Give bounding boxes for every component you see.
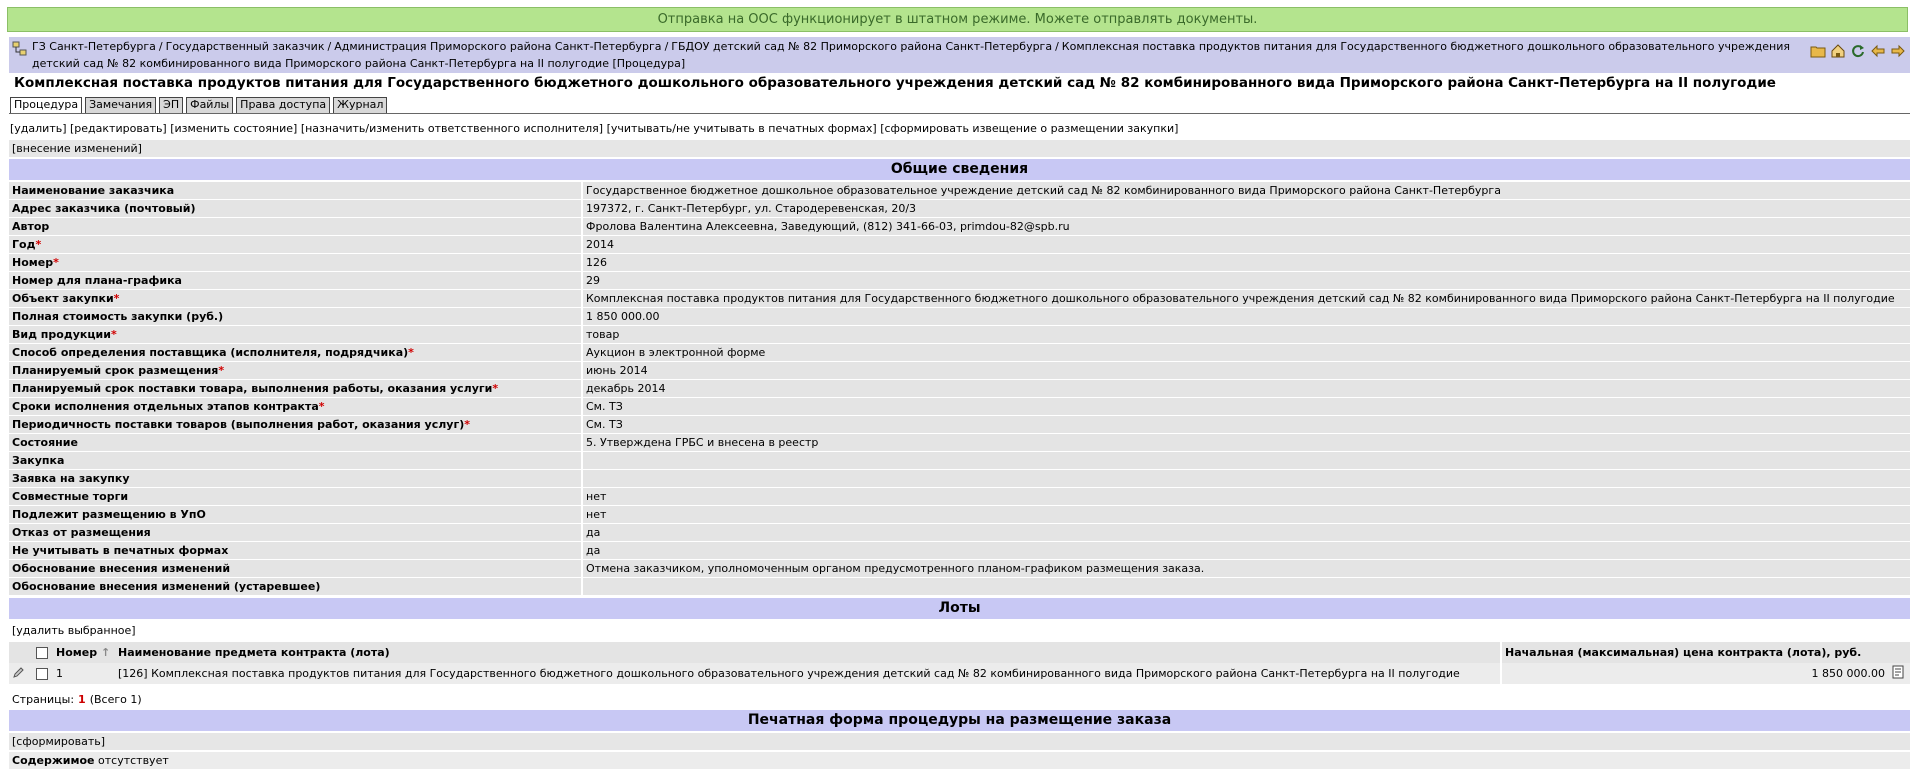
pencil-icon[interactable]: [12, 669, 26, 682]
field-value: См. ТЗ: [582, 416, 1910, 434]
arrow-left-icon[interactable]: [1870, 43, 1886, 59]
field-label-text: Заявка на закупку: [12, 472, 130, 485]
field-label-text: Автор: [12, 220, 50, 233]
lots-table: [9, 642, 1910, 684]
field-label-text: Не учитывать в печатных формах: [12, 544, 229, 557]
tab-remarks[interactable]: Замечания: [85, 97, 156, 114]
required-marker: *: [464, 418, 471, 431]
breadcrumb-item[interactable]: Государственный заказчик: [165, 40, 325, 53]
generate-form-link[interactable]: [сформировать]: [12, 735, 106, 748]
required-marker: *: [318, 400, 325, 413]
field-value: [582, 470, 1910, 488]
row-checkbox[interactable]: [36, 668, 48, 680]
lot-name[interactable]: [126] Комплексная поставка продуктов питания для Государственного бюджетного дошкольного образовательного учреждения детский сад № 82 комбинированного вида Приморского района Санкт-Петербурга на II полугодие: [115, 663, 1501, 684]
field-label-text: Способ определения поставщика (исполнителя, подрядчика): [12, 346, 409, 359]
field-value: да: [582, 542, 1910, 560]
field-value: 197372, г. Санкт-Петербург, ул. Стародеревенская, 20/3: [582, 200, 1910, 218]
field-label: [9, 578, 582, 596]
field-label: [9, 236, 582, 254]
field-label-text: Номер для плана-графика: [12, 274, 182, 287]
field-label: [9, 398, 582, 416]
field-label-text: Номер: [12, 256, 54, 269]
arrow-right-icon[interactable]: [1890, 43, 1906, 59]
info-row: [9, 398, 1910, 416]
field-label-text: Отказ от размещения: [12, 526, 151, 539]
breadcrumb-separator: /: [664, 40, 669, 53]
info-row: [9, 524, 1910, 542]
sort-arrow-icon[interactable]: ↑: [100, 646, 111, 659]
field-label: [9, 182, 582, 200]
section-lots-header: Лоты: [9, 598, 1910, 619]
row-action-cell: [9, 663, 33, 684]
folder-icon[interactable]: [1810, 43, 1826, 59]
info-row: [9, 326, 1910, 344]
info-row: [9, 182, 1910, 200]
field-value: нет: [582, 506, 1910, 524]
field-value: См. ТЗ: [582, 398, 1910, 416]
col-price[interactable]: Начальная (максимальная) цена контракта (лота), руб.: [1501, 642, 1888, 663]
info-row: [9, 254, 1910, 272]
select-all-cell: [33, 642, 53, 663]
field-label-text: Сроки исполнения отдельных этапов контракта: [12, 400, 319, 413]
info-row: [9, 452, 1910, 470]
field-value: Государственное бюджетное дошкольное образовательное учреждение детский сад № 82 комбинированного вида Приморского района Санкт-Петербурга: [582, 182, 1910, 200]
field-value: да: [582, 524, 1910, 542]
info-row: [9, 218, 1910, 236]
select-all-checkbox[interactable]: [36, 647, 48, 659]
table-row: [9, 663, 1910, 684]
tab-bar: [10, 97, 387, 114]
change-state-link[interactable]: [изменить состояние]: [170, 122, 298, 135]
lot-number: 1: [53, 663, 115, 684]
field-value: нет: [582, 488, 1910, 506]
field-value: Отмена заказчиком, уполномоченным органом предусмотренного планом-графиком размещения заказа.: [582, 560, 1910, 578]
field-value: Фролова Валентина Алексеевна, Заведующий, (812) 341-66-03, primdou-82@spb.ru: [582, 218, 1910, 236]
info-row: [9, 560, 1910, 578]
changes-link[interactable]: [внесение изменений]: [12, 142, 142, 155]
field-label-text: Обоснование внесения изменений: [12, 562, 231, 575]
content-label: Содержимое: [12, 754, 95, 767]
delete-selected-link[interactable]: [удалить выбранное]: [12, 624, 136, 637]
required-marker: *: [218, 364, 225, 377]
info-row: [9, 272, 1910, 290]
breadcrumb-item-current: Комплексная поставка продуктов питания для Государственного бюджетного дошкольного образовательного учреждения детский сад № 82 комбинированного вида Приморского района Санкт-Петербурга на II полугодие [Процедура]: [32, 40, 1791, 70]
required-marker: *: [35, 238, 42, 251]
field-label-text: Совместные торги: [12, 490, 129, 503]
col-number[interactable]: [53, 642, 115, 663]
field-label: [9, 254, 582, 272]
refresh-icon[interactable]: [1850, 43, 1866, 59]
info-row: [9, 434, 1910, 452]
info-row: [9, 362, 1910, 380]
document-icon[interactable]: [1891, 665, 1905, 679]
tab-signature[interactable]: ЭП: [159, 97, 183, 114]
field-value: [582, 452, 1910, 470]
field-value: 5. Утверждена ГРБС и внесена в реестр: [582, 434, 1910, 452]
content-value: отсутствует: [98, 754, 169, 767]
edit-link[interactable]: [редактировать]: [70, 122, 167, 135]
generate-notice-link[interactable]: [сформировать извещение о размещении закупки]: [880, 122, 1179, 135]
form-row: [9, 733, 1910, 750]
action-links: [10, 122, 1178, 135]
field-label: [9, 452, 582, 470]
field-label-text: Закупка: [12, 454, 65, 467]
current-page[interactable]: 1: [78, 693, 86, 706]
breadcrumb-separator: /: [327, 40, 332, 53]
info-row: [9, 416, 1910, 434]
pages-total: (Всего 1): [89, 693, 142, 706]
info-row: [9, 344, 1910, 362]
lots-header-end: [1888, 642, 1910, 663]
field-label: [9, 380, 582, 398]
field-label-text: Наименование заказчика: [12, 184, 175, 197]
assign-executor-link[interactable]: [назначить/изменить ответственного исполнителя]: [300, 122, 604, 135]
breadcrumb-item[interactable]: ГБДОУ детский сад № 82 Приморского района Санкт-Петербурга: [671, 40, 1053, 53]
required-marker: *: [408, 346, 414, 359]
lots-header-spacer: [9, 642, 33, 663]
field-label-text: Периодичность поставки товаров (выполнения работ, оказания услуг): [12, 418, 465, 431]
content-row: [9, 752, 1910, 769]
required-marker: *: [492, 382, 499, 395]
pagination: [12, 693, 142, 706]
info-row: [9, 290, 1910, 308]
field-value: 2014: [582, 236, 1910, 254]
breadcrumb-item[interactable]: Администрация Приморского района Санкт-Петербурга: [334, 40, 662, 53]
field-label-text: Планируемый срок размещения: [12, 364, 219, 377]
info-row: [9, 470, 1910, 488]
field-label: [9, 290, 582, 308]
info-row: [9, 380, 1910, 398]
field-label: [9, 416, 582, 434]
delete-link[interactable]: [удалить]: [10, 122, 67, 135]
field-label-text: Состояние: [12, 436, 78, 449]
field-value: декабрь 2014: [582, 380, 1910, 398]
field-value: Комплексная поставка продуктов питания для Государственного бюджетного дошкольного образовательного учреждения детский сад № 82 комбинированного вида Приморского района Санкт-Петербурга на II полугодие: [582, 290, 1910, 308]
field-value: 29: [582, 272, 1910, 290]
row-select-cell: [33, 663, 53, 684]
tab-procedure[interactable]: Процедура: [10, 97, 82, 114]
page-title: Комплексная поставка продуктов питания для Государственного бюджетного дошкольного образовательного учреждения детский сад № 82 комбинированного вида Приморского района Санкт-Петербурга на II полугодие: [14, 75, 1776, 91]
tab-divider: [9, 113, 1910, 114]
info-row: [9, 200, 1910, 218]
col-number-label: Номер: [56, 646, 98, 659]
field-label: [9, 524, 582, 542]
field-label: [9, 362, 582, 380]
field-value: Аукцион в электронной форме: [582, 344, 1910, 362]
section-print-header: Печатная форма процедуры на размещение заказа: [9, 710, 1910, 731]
field-label-text: Полная стоимость закупки (руб.): [12, 310, 224, 323]
field-label: [9, 488, 582, 506]
changes-row: [9, 140, 1910, 157]
field-label: [9, 218, 582, 236]
breadcrumb: [32, 38, 1802, 72]
pages-label: Страницы:: [12, 693, 75, 706]
field-label-text: Год: [12, 238, 36, 251]
tab-journal[interactable]: Журнал: [333, 97, 387, 114]
tab-files[interactable]: Файлы: [186, 97, 233, 114]
field-label: [9, 344, 582, 362]
required-marker: *: [53, 256, 59, 269]
field-label: [9, 308, 582, 326]
section-general-header: Общие сведения: [9, 159, 1910, 180]
breadcrumb-separator: /: [1055, 40, 1059, 53]
nav-icons: [1810, 43, 1906, 59]
required-marker: *: [113, 292, 120, 305]
info-row: [9, 578, 1910, 596]
info-row: [9, 308, 1910, 326]
field-value: 1 850 000.00: [582, 308, 1910, 326]
row-edit-cell: [1888, 663, 1910, 684]
lots-header-row: [9, 642, 1910, 663]
info-row: [9, 506, 1910, 524]
field-label-text: Вид продукции: [12, 328, 111, 341]
field-label: [9, 200, 582, 218]
info-row: [9, 542, 1910, 560]
breadcrumb-separator: /: [158, 40, 163, 53]
required-marker: *: [110, 328, 117, 341]
breadcrumb-item[interactable]: ГЗ Санкт-Петербурга: [32, 40, 156, 53]
col-name[interactable]: Наименование предмета контракта (лота): [115, 642, 1501, 663]
status-banner: Отправка на ООС функционирует в штатном режиме. Можете отправлять документы.: [7, 7, 1908, 32]
field-label: [9, 506, 582, 524]
breadcrumb-bar: [9, 37, 1910, 73]
field-label-text: Объект закупки: [12, 292, 114, 305]
field-value: 126: [582, 254, 1910, 272]
field-value: товар: [582, 326, 1910, 344]
home-icon[interactable]: [1830, 43, 1846, 59]
field-label: [9, 272, 582, 290]
field-label: [9, 326, 582, 344]
field-label-text: Обоснование внесения изменений (устаревшее): [12, 580, 321, 593]
tab-access-rights[interactable]: Права доступа: [236, 97, 330, 114]
info-row: [9, 488, 1910, 506]
field-label-text: Подлежит размещению в УпО: [12, 508, 206, 521]
general-info-table: [9, 182, 1910, 596]
field-label: [9, 560, 582, 578]
field-label-text: Планируемый срок поставки товара, выполнения работы, оказания услуги: [12, 382, 493, 395]
tree-nav-icon[interactable]: [12, 41, 28, 57]
field-label: [9, 470, 582, 488]
field-label-text: Адрес заказчика (почтовый): [12, 202, 196, 215]
field-label: [9, 542, 582, 560]
field-value: июнь 2014: [582, 362, 1910, 380]
info-row: [9, 236, 1910, 254]
field-label: [9, 434, 582, 452]
print-forms-toggle-link[interactable]: [учитывать/не учитывать в печатных формах]: [606, 122, 877, 135]
lot-price: 1 850 000.00: [1501, 663, 1888, 684]
field-value: [582, 578, 1910, 596]
